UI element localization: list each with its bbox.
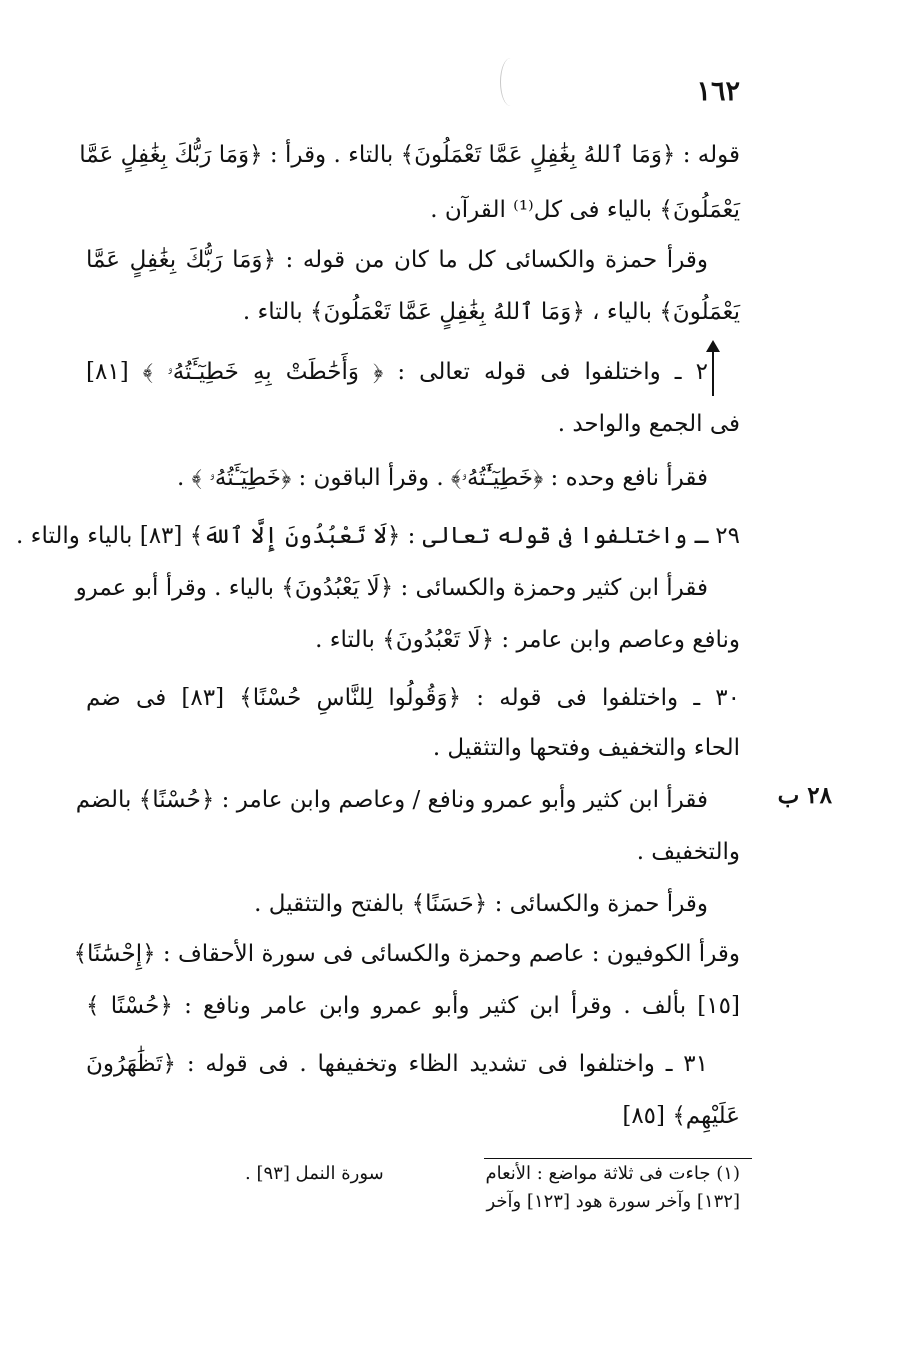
arrow-up-icon — [712, 342, 714, 396]
footnote-line: [١٣٢] وآخر سورة هود [١٢٣] وآخر — [486, 1191, 740, 1212]
text-line: عَلَيْهِم﴾ [٨٥] — [622, 1103, 740, 1129]
text-line: ٢ ـ واختلفوا فى قوله تعالى : ﴿ وَأَحَٰطَتْ بِهِ خَطِيٓـَٔتُهُۥ ﴾ [٨١] — [86, 359, 708, 385]
page-number: ١٦٢ — [696, 76, 740, 107]
footnote-line: (١) جاءت فى ثلاثة مواضع : الأنعام — [485, 1163, 740, 1184]
text-line: قوله : ﴿وَمَا ٱللهُ بِغَٰفِلٍ عَمَّا تَعْمَلُونَ﴾ بالتاء . وقرأ : ﴿وَمَا رَبُّكَ بِغَٰفِلٍ عَمَّا — [79, 142, 740, 168]
text-line: [١٥] بألف . وقرأ ابن كثير وأبو عمرو وابن عامر ونافع : ﴿حُسْنًا ﴾ — [86, 993, 740, 1019]
text-line: ونافع وعاصم وابن عامر : ﴿لَا تَعْبُدُونَ﴾ بالتاء . — [315, 627, 740, 653]
footnote-line: سورة النمل [٩٣] . — [245, 1163, 384, 1184]
margin-folio-note: ٢٨ ب — [777, 782, 832, 809]
scan-artifact — [500, 58, 521, 106]
footnote-separator — [484, 1158, 752, 1159]
text-line: والتخفيف . — [636, 839, 740, 865]
text-line: فقرأ ابن كثير وحمزة والكسائى : ﴿لَا يَعْبُدُونَ﴾ بالياء . وقرأ أبو عمرو — [75, 575, 708, 601]
text-line: وقرأ الكوفيون : عاصم وحمزة والكسائى فى سورة الأحقاف : ﴿إِحْسَٰنًا﴾ — [73, 941, 740, 967]
text-line: فقرأ نافع وحده : ﴿خَطِيٓـَٰٔتُهُۥ﴾ . وقرأ الباقون : ﴿خَطِيٓـَٔتُهُۥ ﴾ . — [177, 465, 708, 491]
text-line: يَعْمَلُونَ﴾ بالياء فى كل⁽¹⁾ القرآن . — [430, 197, 740, 223]
text-line: ٢٩ ـ واختلفوا فى قوله تعالى : ﴿لَا تَعْبُدُونَ إِلَّا ٱللهَ﴾ [٨٣] بالياء والتاء . — [16, 523, 740, 549]
text-line: ٣٠ ـ واختلفوا فى قوله : ﴿وَقُولُوا لِلنَّاسِ حُسْنًا﴾ [٨٣] فى ضم — [86, 685, 740, 711]
text-line: فقرأ ابن كثير وأبو عمرو ونافع / وعاصم وابن عامر : ﴿حُسْنًا﴾ بالضم — [75, 787, 708, 813]
text-line: الحاء والتخفيف وفتحها والتثقيل . — [432, 735, 740, 761]
text-line: ٣١ ـ واختلفوا فى تشديد الظاء وتخفيفها . فى قوله : ﴿تَظَٰهَرُونَ — [86, 1051, 708, 1077]
text-line: يَعْمَلُونَ﴾ بالياء ، ﴿وَمَا ٱللهُ بِغَٰفِلٍ عَمَّا تَعْمَلُونَ﴾ بالتاء . — [242, 299, 740, 325]
text-line: وقرأ حمزة والكسائى : ﴿حَسَنًا﴾ بالفتح والتثقيل . — [254, 891, 708, 917]
text-line: وقرأ حمزة والكسائى كل ما كان من قوله : ﴿وَمَا رَبُّكَ بِغَٰفِلٍ عَمَّا — [86, 247, 708, 273]
text-line: فى الجمع والواحد . — [557, 411, 740, 437]
